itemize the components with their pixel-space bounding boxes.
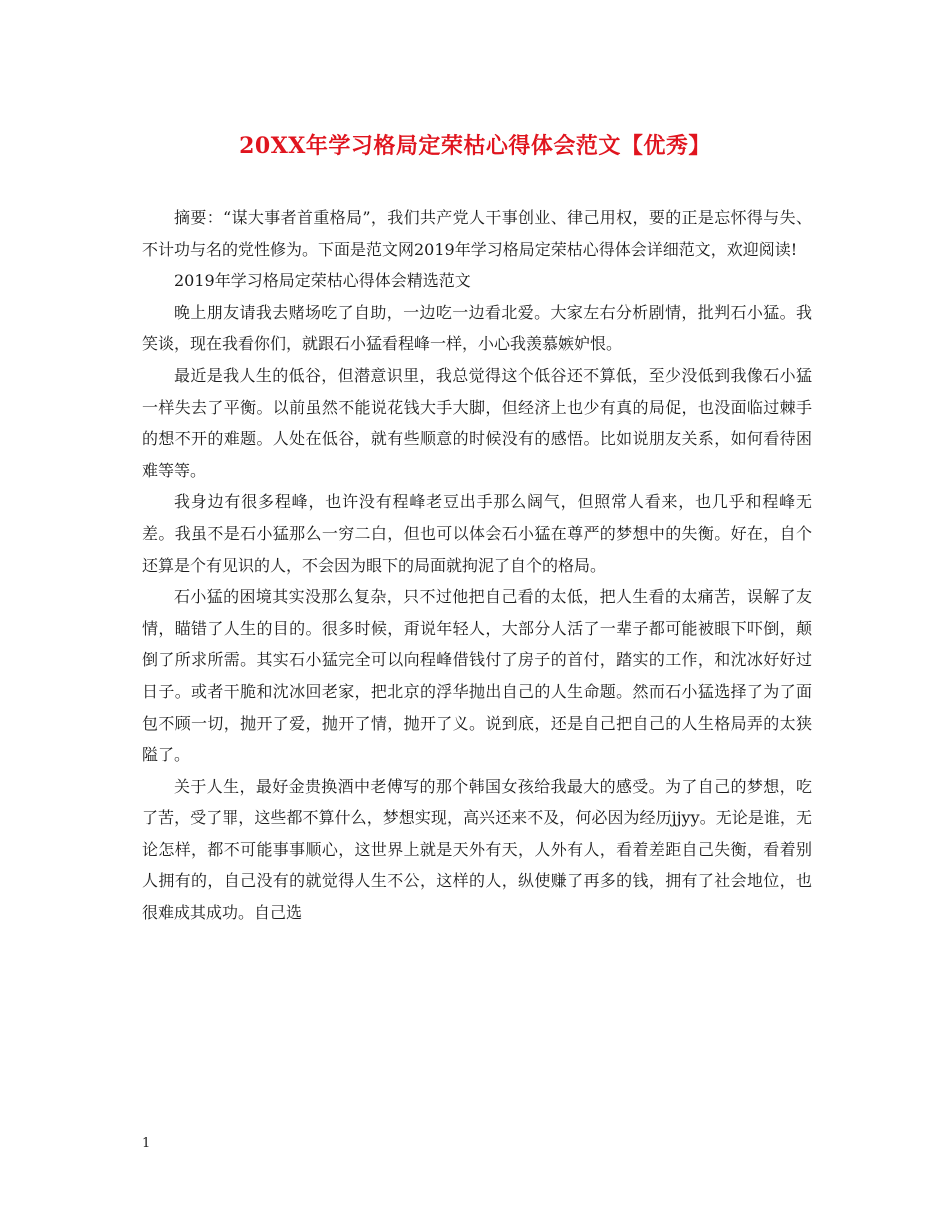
paragraph: 晚上朋友请我去赌场吃了自助，一边吃一边看北爱。大家左右分析剧情，批判石小猛。我笑谈，现在我看你们，就跟石小猛看程峰一样，小心我羡慕嫉妒恨。 <box>142 302 812 354</box>
paragraph-abstract: 摘要：“谋大事者首重格局”，我们共产党人干事创业、律己用权，要的正是忘怀得与失、不计功与名的党性修为。下面是范文网2019年学习格局定荣枯心得体会详细范文，欢迎阅读! <box>142 208 812 259</box>
paragraph-subheading: 2019年学习格局定荣枯心得体会精选范文 <box>174 271 471 291</box>
page-number: 1 <box>142 1136 151 1151</box>
document-title: 20XX年学习格局定荣枯心得体会范文【优秀】 <box>239 133 711 159</box>
paragraph: 最近是我人生的低谷，但潜意识里，我总觉得这个低谷还不算低，至少没低到我像石小猛一样失去了平衡。以前虽然不能说花钱大手大脚，但经济上也少有真的局促，也没面临过棘手的想不开的难题。人处在低谷，就有些顺意的时候没有的感悟。比如说朋友关系，如何看待困难等等。 <box>142 365 812 480</box>
document-body <box>142 202 812 929</box>
paragraph: 我身边有很多程峰，也许没有程峰老豆出手那么阔气，但照常人看来，也几乎和程峰无差。我虽不是石小猛那么一穷二白，但也可以体会石小猛在尊严的梦想中的失衡。好在，自个还算是个有见识的人，不会因为眼下的局面就拘泥了自个的格局。 <box>142 492 812 575</box>
paragraph: 关于人生，最好金贵换酒中老傅写的那个韩国女孩给我最大的感受。为了自己的梦想，吃了苦，受了罪，这些都不算什么，梦想实现，高兴还来不及，何必因为经历jjyy。无论是谁，无论怎样，都不可能事事顺心，这世界上就是天外有天，人外有人，看着差距自己失衡，看着别人拥有的，自己没有的就觉得人生不公，这样的人，纵使赚了再多的钱，拥有了社会地位，也很难成其成功。自己选 <box>142 776 812 923</box>
paragraph: 石小猛的困境其实没那么复杂，只不过他把自己看的太低，把人生看的太痛苦，误解了友情，瞄错了人生的目的。很多时候，甭说年轻人，大部分人活了一辈子都可能被眼下吓倒，颠倒了所求所需。其实石小猛完全可以向程峰借钱付了房子的首付，踏实的工作，和沈冰好好过日子。或者干脆和沈冰回老家，把北京的浮华抛出自己的人生命题。然而石小猛选择了为了面包不顾一切，抛开了爱，抛开了情，抛开了义。说到底，还是自己把自己的人生格局弄的太狭隘了。 <box>142 587 812 765</box>
